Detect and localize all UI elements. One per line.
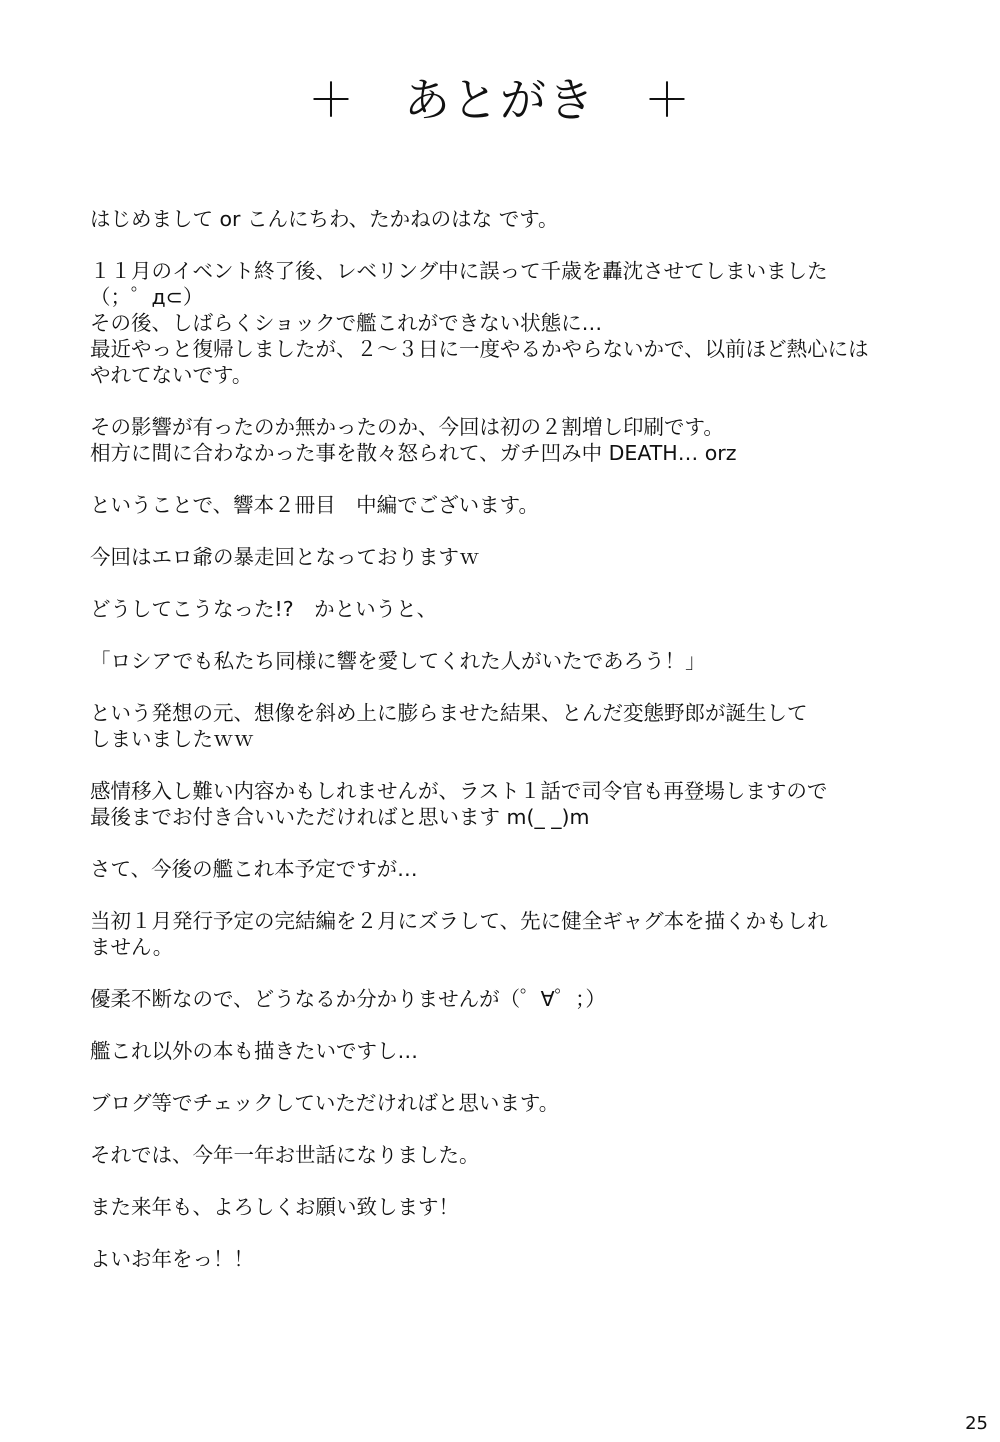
paragraph-blog — [90, 1090, 930, 1116]
page-number: 25 — [965, 1413, 988, 1434]
text-line: 感情移入し難い内容かもしれませんが、ラスト１話で司令官も再登場しますので — [90, 779, 828, 803]
text-line: さて、今後の艦これ本予定ですが… — [90, 857, 418, 881]
page-title: ＋ あとがき ＋ — [308, 73, 692, 127]
text-line: 最近やっと復帰しましたが、２～３日に一度やるかやらないかで、以前ほど熱心には — [90, 337, 869, 361]
text-line: しまいましたｗｗ — [90, 727, 254, 751]
text-line: １１月のイベント終了後、レベリング中に誤って千歳を轟沈させてしまいました — [90, 259, 828, 283]
text-line: それでは、今年一年お世話になりました。 — [90, 1143, 480, 1167]
text-line: 相方に間に合わなかった事を散々怒られて、ガチ凹み中 DEATH… orz — [90, 441, 737, 465]
text-line: 優柔不断なので、どうなるか分かりませんが（゜∀゜；） — [90, 987, 606, 1011]
paragraph-other-books — [90, 1038, 930, 1064]
text-line: 艦これ以外の本も描きたいですし… — [90, 1039, 418, 1063]
paragraph-event — [90, 258, 930, 388]
text-line: 当初１月発行予定の完結編を２月にズラして、先に健全ギャグ本を描くかもしれ — [90, 909, 828, 933]
paragraph-idea — [90, 700, 930, 752]
text-line: ません。 — [90, 935, 174, 959]
text-line: 今回はエロ爺の暴走回となっておりますｗ — [90, 545, 480, 569]
paragraph-rampage — [90, 544, 930, 570]
text-line: どうしてこうなった!? かというと、 — [90, 597, 438, 621]
paragraph-printing — [90, 414, 930, 466]
paragraph-plans — [90, 856, 930, 882]
paragraph-greeting — [90, 206, 930, 232]
paragraph-indecisive — [90, 986, 930, 1012]
text-line: ということで、響本２冊目 中編でございます。 — [90, 493, 539, 517]
paragraph-quote — [90, 648, 930, 674]
text-line: 最後までお付き合いいただければと思います m(_ _)m — [90, 805, 590, 829]
afterword-body — [90, 206, 930, 1272]
paragraph-empathy — [90, 778, 930, 830]
text-line: よいお年をっ！！ — [90, 1247, 254, 1271]
paragraph-why — [90, 596, 930, 622]
paragraph-schedule — [90, 908, 930, 960]
text-line: ブログ等でチェックしていただければと思います。 — [90, 1091, 560, 1115]
paragraph-book — [90, 492, 930, 518]
text-line: また来年も、よろしくお願い致します！ — [90, 1195, 459, 1219]
text-line: その影響が有ったのか無かったのか、今回は初の２割増し印刷です。 — [90, 415, 724, 439]
text-line: はじめまして or こんにちわ、たかねのはな です。 — [90, 207, 559, 231]
paragraph-thanks — [90, 1142, 930, 1168]
text-line: やれてないです。 — [90, 363, 253, 387]
paragraph-next-year — [90, 1194, 930, 1220]
paragraph-new-year — [90, 1246, 930, 1272]
top-edge-marks — [0, 0, 1000, 6]
text-line: （；゜д⊂） — [90, 285, 204, 309]
text-line: その後、しばらくショックで艦これができない状態に… — [90, 311, 603, 335]
text-line: 「ロシアでも私たち同様に響を愛してくれた人がいたであろう！」 — [90, 649, 706, 673]
text-line: という発想の元、想像を斜め上に膨らませた結果、とんだ変態野郎が誕生して — [90, 701, 808, 725]
